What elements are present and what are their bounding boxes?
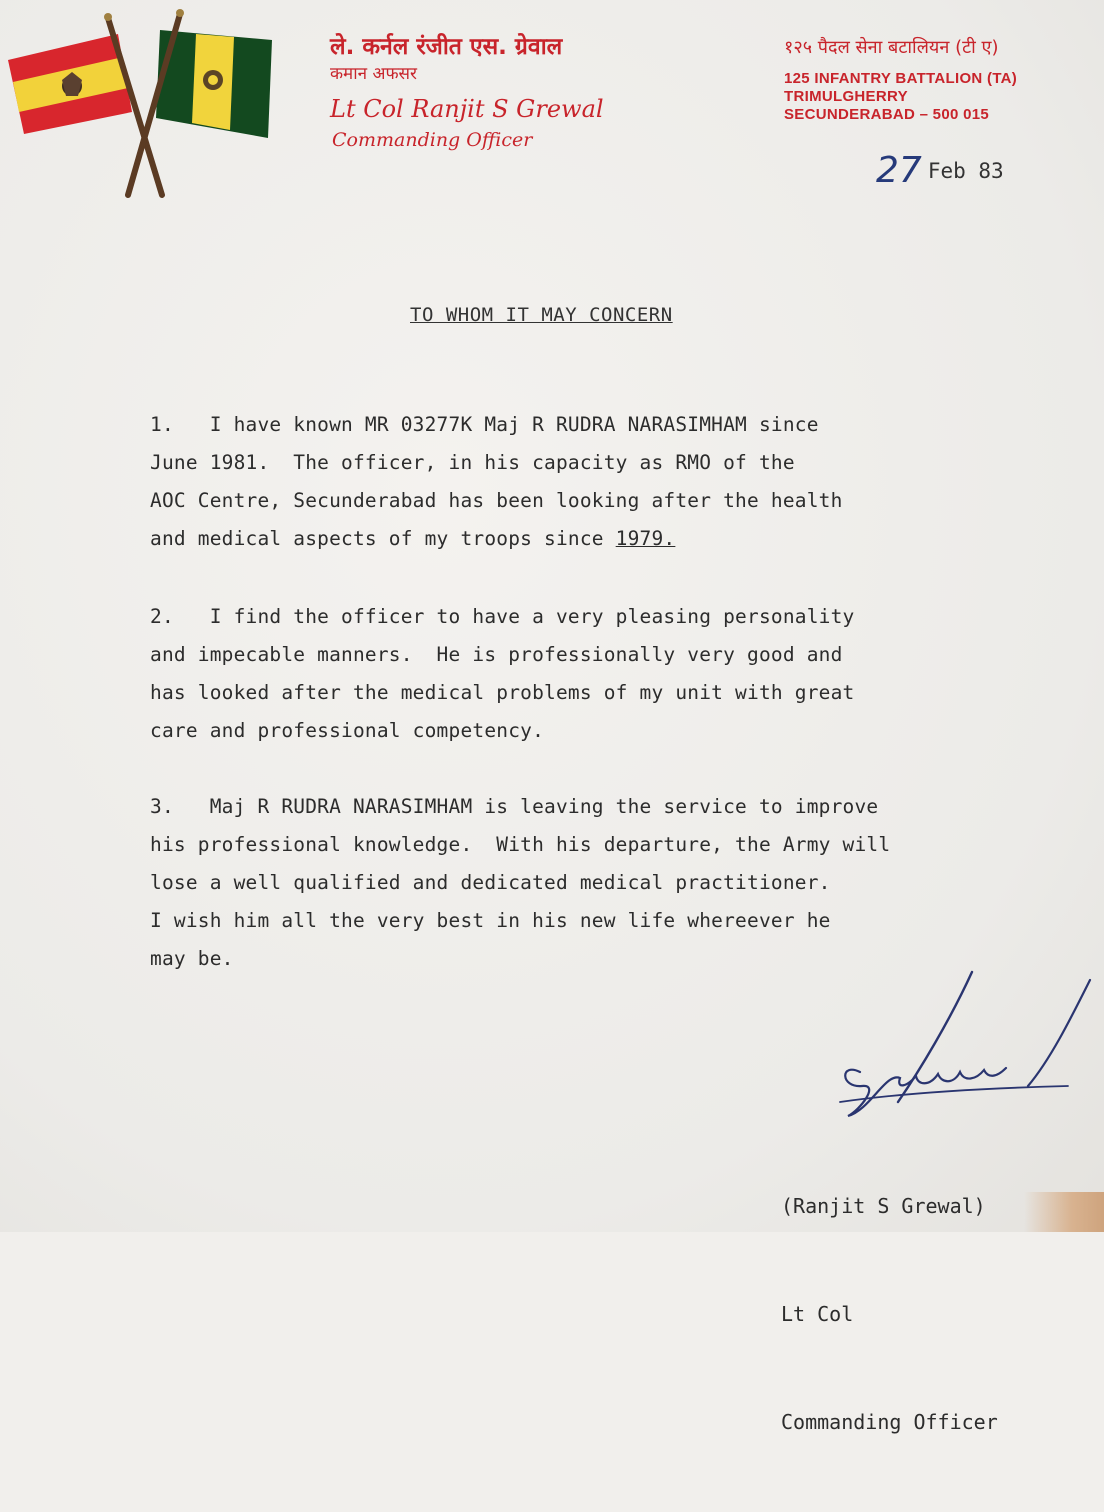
unit-name-hindi: १२५ पैदल सेना बटालियन (टी ए) bbox=[784, 37, 999, 58]
letter-subject: TO WHOM IT MAY CONCERN bbox=[410, 304, 673, 326]
paragraph-2 bbox=[150, 598, 1100, 750]
unit-name: 125 INFANTRY BATTALION (TA) bbox=[784, 70, 1018, 87]
officer-role-hindi: कमान अफसर bbox=[330, 64, 418, 84]
left-flag-icon bbox=[8, 34, 132, 134]
officer-name-hindi: ले. कर्नल रंजीत एस. ग्रेवाल bbox=[330, 34, 563, 60]
paragraph-line: 2. I find the officer to have a very pleasing personality bbox=[150, 605, 855, 628]
paper-stain bbox=[1024, 1192, 1104, 1232]
paragraph-line: June 1981. The officer, in his capacity as RMO of the bbox=[150, 451, 795, 474]
letter-date bbox=[876, 150, 1004, 191]
date-day-handwritten: 27 bbox=[876, 150, 922, 191]
officer-role-english: Commanding Officer bbox=[332, 129, 533, 151]
paragraph-line: his professional knowledge. With his departure, the Army will bbox=[150, 833, 891, 856]
handwritten-signature bbox=[800, 960, 1100, 1130]
signatory-rank: Lt Col bbox=[781, 1302, 854, 1326]
crossed-flags-emblem bbox=[0, 0, 290, 210]
paragraph-line bbox=[150, 520, 1100, 558]
paragraph-line: may be. bbox=[150, 947, 234, 970]
paragraph-line: has looked after the medical problems of my unit with great bbox=[150, 681, 855, 704]
paragraph-line: care and professional competency. bbox=[150, 719, 545, 742]
address-line-2: SECUNDERABAD – 500 015 bbox=[784, 106, 990, 123]
paragraph-line: 3. Maj R RUDRA NARASIMHAM is leaving the service to improve bbox=[150, 795, 879, 818]
paragraph-line: and impecable manners. He is professionally very good and bbox=[150, 643, 843, 666]
underlined-year: 1979. bbox=[615, 527, 676, 550]
sign-off-block bbox=[781, 1116, 998, 1512]
letterhead-unit bbox=[784, 36, 1017, 124]
signatory-role: Commanding Officer bbox=[781, 1410, 998, 1434]
officer-name-english: Lt Col Ranjit S Grewal bbox=[330, 95, 604, 123]
paragraph-line: I wish him all the very best in his new life whereever he bbox=[150, 909, 831, 932]
paragraph-line: 1. I have known MR 03277K Maj R RUDRA NARASIMHAM since bbox=[150, 413, 819, 436]
date-month-year: Feb 83 bbox=[927, 159, 1004, 183]
paragraph-line: AOC Centre, Secunderabad has been looking after the health bbox=[150, 489, 843, 512]
paragraph-3 bbox=[150, 788, 1100, 978]
address-line-1: TRIMULGHERRY bbox=[784, 88, 908, 105]
paragraph-1 bbox=[150, 406, 1100, 558]
signatory-name: (Ranjit S Grewal) bbox=[781, 1194, 986, 1218]
paragraph-line: lose a well qualified and dedicated medical practitioner. bbox=[150, 871, 831, 894]
letterhead-officer bbox=[330, 32, 604, 154]
paragraph-line-text: and medical aspects of my troops since bbox=[150, 527, 616, 550]
